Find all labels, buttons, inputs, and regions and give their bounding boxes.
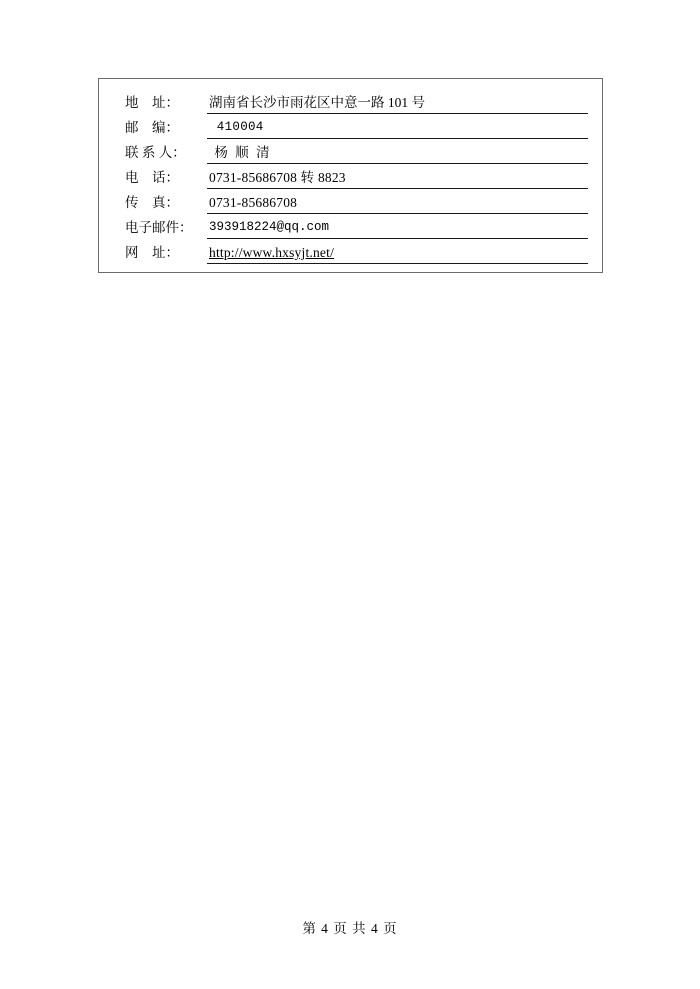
row-label-address: 地 址： — [125, 95, 179, 110]
row-value-fax: 0731-85686708 — [207, 194, 588, 214]
row-label-contact-person: 联 系 人： — [125, 145, 186, 160]
row-value-address: 湖南省长沙市雨花区中意一路 101 号 — [207, 94, 588, 114]
row-label-email: 电子邮件： — [125, 220, 193, 235]
table-row-website — [99, 239, 602, 264]
row-label-fax: 传 真： — [125, 195, 179, 210]
row-value-telephone: 0731-85686708 转 8823 — [207, 169, 588, 189]
table-row-email — [99, 214, 602, 239]
row-value-postal-code: 410004 — [207, 119, 588, 139]
row-value-website: http://www.hxsyjt.net/ — [207, 244, 588, 264]
contact-info-table — [98, 78, 603, 273]
table-row-telephone — [99, 164, 602, 189]
table-row-address — [99, 89, 602, 114]
table-row-fax — [99, 189, 602, 214]
table-row-contact-person — [99, 139, 602, 164]
row-value-email: 393918224@qq.com — [207, 219, 588, 239]
row-value-contact-person: 杨 顺 清 — [207, 144, 588, 164]
table-row-postal-code — [99, 114, 602, 139]
row-label-postal-code: 邮 编： — [125, 120, 179, 135]
row-label-telephone: 电 话： — [125, 170, 179, 185]
row-label-website: 网 址： — [125, 245, 179, 260]
page-number-footer: 第 4 页 共 4 页 — [302, 921, 398, 936]
